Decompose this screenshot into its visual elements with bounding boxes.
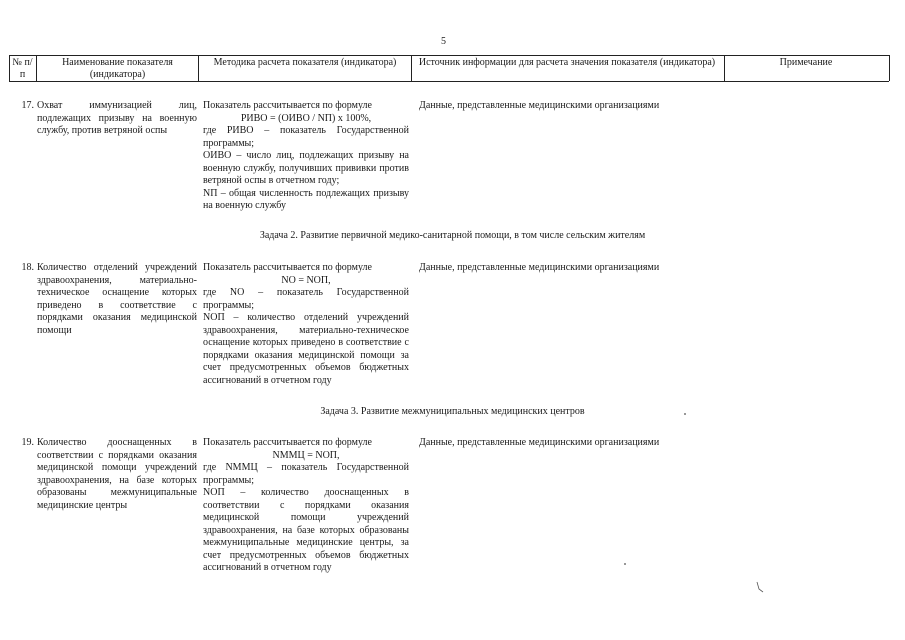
method-definition: NП – общая численность подлежащих призыву на военную службу — [203, 187, 409, 211]
formula: NММЦ = NOП, — [272, 449, 340, 461]
header-source: Источник информации для расчета значения показателя (индикатора) — [418, 57, 716, 68]
header-bottom-rule — [9, 81, 889, 82]
method-intro: Показатель рассчитывается по формуле — [203, 262, 372, 273]
indicator-name: Охват иммунизацией лиц, подлежащих призыву на военную службу, против ветряной оспы — [37, 100, 197, 136]
page-number: 5 — [441, 36, 446, 47]
method-definition: где NММЦ – показатель Государственной программы; — [203, 462, 409, 486]
method-definition: NOП – количество дооснащенных в соответствии с порядками оказания медицинской помощи учреждений здравоохранения, на базе которых образованы межмуниципальные медицинские центры, за счет предусмотренных объемов бюджетных ассигнований в отчетном году — [203, 487, 409, 573]
scan-mark — [755, 580, 765, 594]
header-name: Наименование показателя (индикатора) — [62, 57, 173, 80]
row-number: 17. — [21, 100, 34, 111]
info-source: Данные, представленные медицинскими организациями — [419, 437, 660, 448]
task-heading: Задача 2. Развитие первичной медико-санитарной помощи, в том числе сельским жителям — [259, 230, 646, 241]
method-intro: Показатель рассчитывается по формуле — [203, 100, 372, 111]
formula: NO = NOП, — [281, 274, 331, 286]
header-divider — [36, 55, 37, 81]
scan-speck — [684, 413, 686, 415]
row-number: 18. — [21, 262, 34, 273]
method-definition: где NO – показатель Государственной программы; — [203, 287, 409, 311]
indicator-name: Количество отделений учреждений здравоохранения, материально-техническое оснащение которых приведено в соответствие с порядками оказания медицинской помощи — [37, 262, 197, 336]
indicator-name: Количество дооснащенных в соответствии с порядками оказания медицинской помощи учреждений здравоохранения, на базе которых образованы межмуниципальные медицинские центры — [37, 437, 197, 511]
task-heading: Задача 3. Развитие межмуниципальных медицинских центров — [320, 406, 585, 417]
header-top-rule — [9, 55, 889, 56]
header-note: Примечание — [779, 57, 833, 68]
method-cell — [203, 437, 409, 575]
method-cell — [203, 262, 409, 387]
row-number: 19. — [21, 437, 34, 448]
formula: PИВО = (OИВО / NП) x 100%, — [240, 112, 372, 124]
header-divider — [889, 55, 890, 81]
method-definition: OИВО – число лиц, подлежащих призыву на военную службу, получивших прививки против ветряной оспы в отчетном году; — [203, 150, 409, 186]
method-definition: где PИВО – показатель Государственной программы; — [203, 125, 409, 149]
header-num: № п/п — [12, 57, 33, 80]
header-divider — [411, 55, 412, 81]
method-cell — [203, 100, 409, 213]
info-source: Данные, представленные медицинскими организациями — [419, 100, 660, 111]
header-divider — [724, 55, 725, 81]
info-source: Данные, представленные медицинскими организациями — [419, 262, 660, 273]
header-divider — [198, 55, 199, 81]
method-intro: Показатель рассчитывается по формуле — [203, 437, 372, 448]
header-method: Методика расчета показателя (индикатора) — [213, 57, 397, 68]
scan-speck — [624, 563, 626, 565]
method-definition: NOП – количество отделений учреждений здравоохранения, материально-техническое оснащение которых приведено в соответствие с порядками оказания медицинской помощи за счет предусмотренных объемов бюджетных ассигнований в отчетном году — [203, 312, 409, 386]
